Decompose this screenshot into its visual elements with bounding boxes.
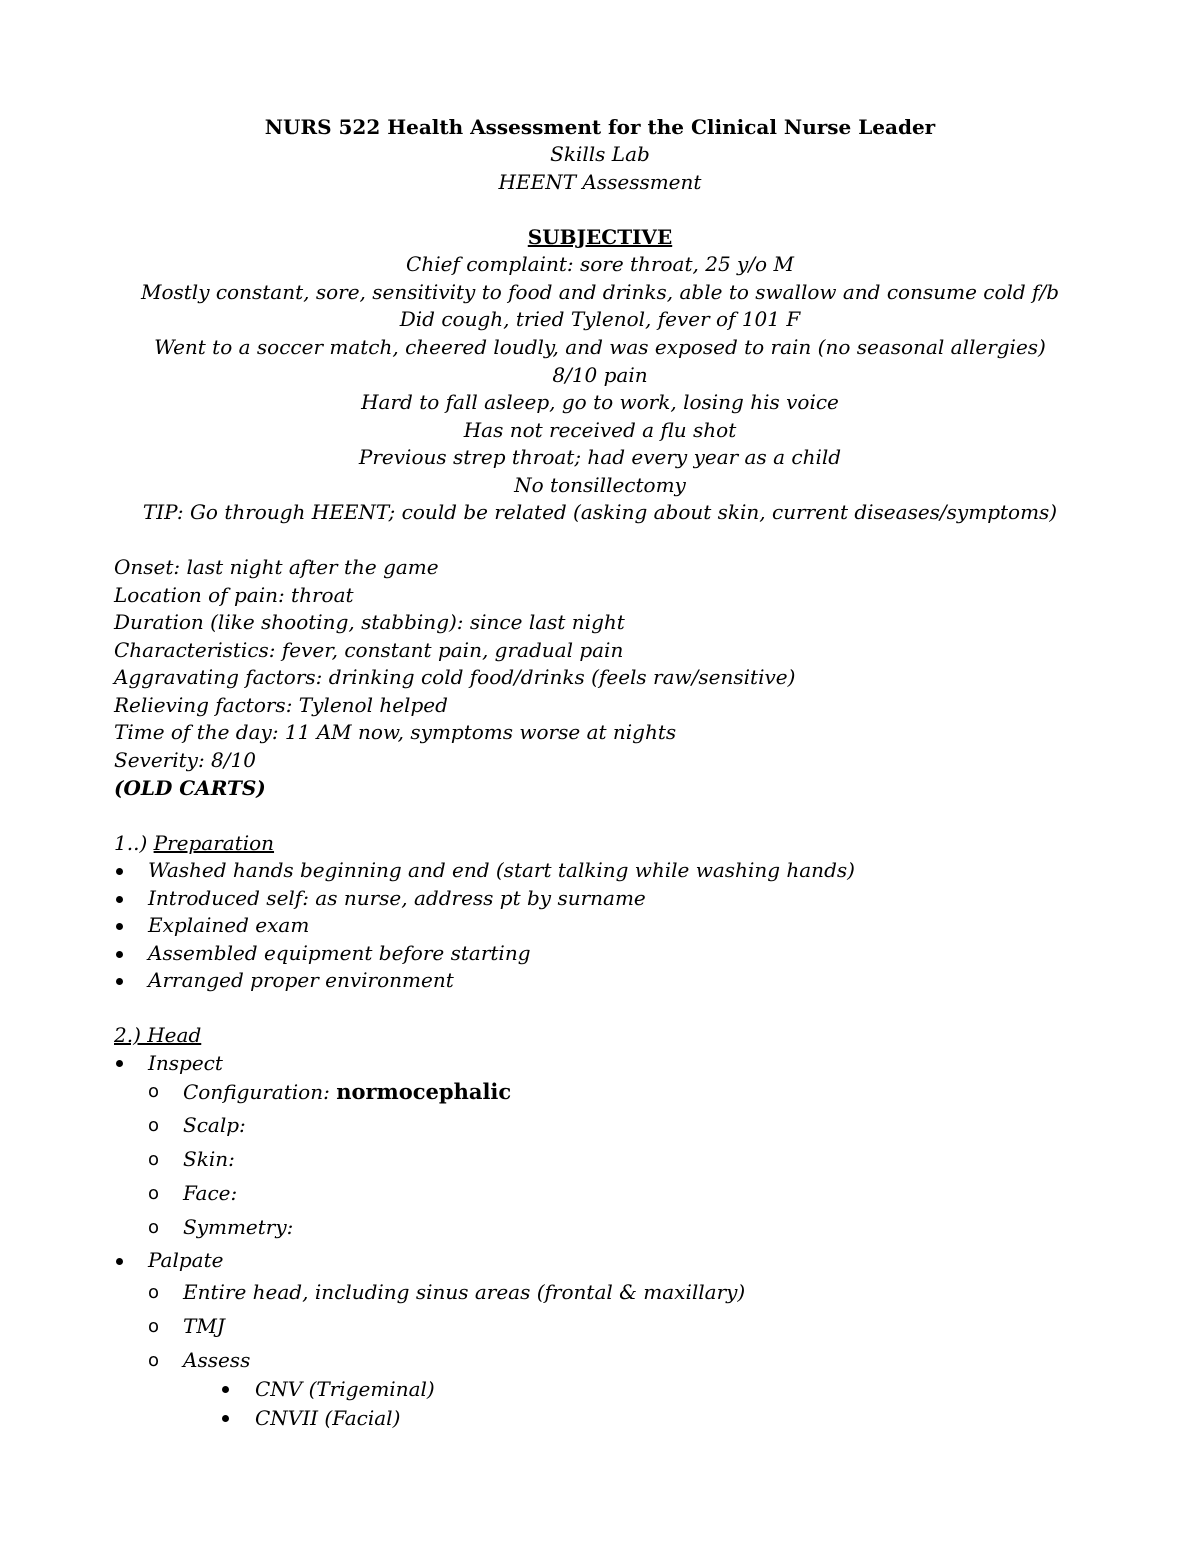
circle-bullet-icon: o [148,1183,160,1204]
subjective-line: No tonsillectomy [514,473,686,497]
subjective-line: Went to a soccer match, cheered loudly, and was exposed to rain (no seasonal allergies) [154,335,1046,359]
circle-bullet-icon: o [148,1149,160,1170]
bullet-icon [116,896,123,903]
preparation-item: Explained exam [148,913,310,937]
preparation-item: Assembled equipment before starting [148,941,531,965]
preparation-number: 1..) [114,831,148,855]
oldcarts-line: Aggravating factors: drinking cold food/drinks (feels raw/sensitive) [114,665,796,689]
document-subtitle-heent: HEENT Assessment [498,170,702,194]
palpate-item: Entire head, including sinus areas (frontal & maxillary) [183,1280,746,1304]
circle-bullet-icon: o [148,1081,160,1102]
head-heading: 2.) Head [114,1023,202,1047]
subjective-line: Previous strep throat; had every year as a child [358,445,842,469]
preparation-item: Arranged proper environment [148,968,454,992]
circle-bullet-icon: o [148,1282,160,1303]
preparation-heading-label: Preparation [153,831,275,855]
palpate-label: Palpate [148,1248,224,1272]
inspect-item-face: Face: [183,1181,238,1205]
oldcarts-line: Onset: last night after the game [114,555,439,579]
oldcarts-line: Severity: 8/10 [114,748,256,772]
subjective-line: 8/10 pain [552,363,648,387]
bullet-icon [116,1258,123,1265]
assess-item: CNV (Trigeminal) [255,1377,435,1401]
bullet-icon [116,868,123,875]
oldcarts-line: Characteristics: fever, constant pain, gradual pain [114,638,624,662]
subjective-line: Mostly constant, sore, sensitivity to food and drinks, able to swallow and consume cold f/b [140,280,1060,304]
subjective-line: Hard to fall asleep, go to work, losing his voice [361,390,839,414]
bullet-icon [116,923,123,930]
inspect-label: Inspect [148,1051,223,1075]
inspect-item-value: normocephalic [336,1079,512,1104]
circle-bullet-icon: o [148,1316,160,1337]
subjective-tip: TIP: Go through HEENT; could be related (asking about skin, current diseases/symptoms) [142,500,1058,524]
bullet-icon [222,1386,229,1393]
subjective-heading: SUBJECTIVE [527,225,673,249]
preparation-item: Washed hands beginning and end (start talking while washing hands) [148,858,855,882]
inspect-item-skin: Skin: [183,1147,235,1171]
circle-bullet-icon: o [148,1350,160,1371]
oldcarts-line: Location of pain: throat [114,583,354,607]
inspect-item-symmetry: Symmetry: [183,1215,294,1239]
palpate-item: TMJ [183,1314,225,1338]
oldcarts-label: (OLD CARTS) [114,776,266,800]
palpate-item: Assess [183,1348,251,1372]
document-subtitle-skills-lab: Skills Lab [550,142,650,166]
inspect-item-configuration [183,1078,511,1106]
circle-bullet-icon: o [148,1217,160,1238]
oldcarts-line: Time of the day: 11 AM now, symptoms worse at nights [114,720,677,744]
bullet-icon [116,951,123,958]
inspect-item-label: Configuration: [183,1080,330,1104]
circle-bullet-icon: o [148,1115,160,1136]
subjective-line: Chief complaint: sore throat, 25 y/o M [406,252,794,276]
oldcarts-line: Relieving factors: Tylenol helped [114,693,448,717]
document-title: NURS 522 Health Assessment for the Clinical Nurse Leader [264,115,936,139]
assess-item: CNVII (Facial) [255,1406,401,1430]
subjective-line: Has not received a flu shot [463,418,737,442]
bullet-icon [116,978,123,985]
bullet-icon [222,1415,229,1422]
preparation-item: Introduced self: as nurse, address pt by surname [148,886,646,910]
bullet-icon [116,1060,123,1067]
subjective-line: Did cough, tried Tylenol, fever of 101 F [399,307,801,331]
preparation-heading [114,830,274,857]
inspect-item-scalp: Scalp: [183,1113,246,1137]
oldcarts-line: Duration (like shooting, stabbing): since last night [114,610,625,634]
